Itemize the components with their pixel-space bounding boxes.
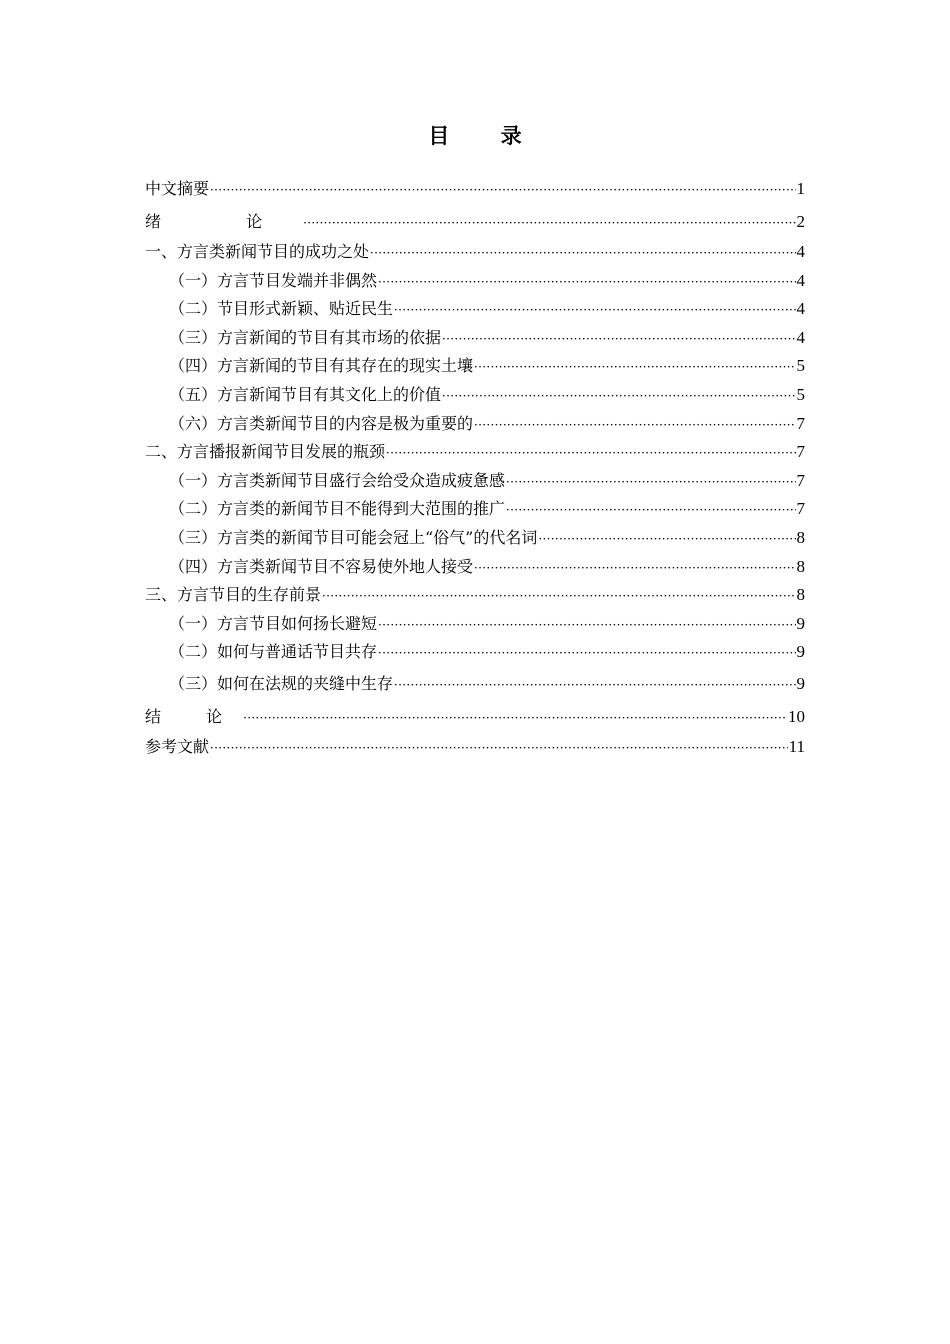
toc-entry-label: （三）方言新闻的节目有其市场的依据 <box>169 327 442 347</box>
table-of-contents <box>145 172 805 762</box>
toc-entry-label: （一）方言节目发端并非偶然 <box>169 270 378 290</box>
toc-page-number: 7 <box>796 442 805 462</box>
toc-entry-label: 绪 论 <box>145 212 303 231</box>
toc-entry-7[interactable] <box>145 352 805 381</box>
toc-entry-4[interactable] <box>145 267 805 296</box>
toc-entry-20[interactable] <box>145 733 805 762</box>
toc-page-number: 4 <box>796 327 805 347</box>
toc-entry-18[interactable] <box>145 667 805 700</box>
toc-page-number: 8 <box>796 527 805 547</box>
toc-entry-label: （五）方言新闻节目有其文化上的价值 <box>169 384 442 404</box>
toc-page-number: 8 <box>796 585 805 605</box>
toc-entry-label: （三）方言类的新闻节目可能会冠上“俗气”的代名词 <box>169 527 538 547</box>
toc-entry-8[interactable] <box>145 381 805 410</box>
toc-entry-13[interactable] <box>145 524 805 553</box>
toc-entry-label: （二）节目形式新颖、贴近民生 <box>169 299 394 319</box>
toc-entry-2[interactable] <box>145 205 805 238</box>
toc-entry-5[interactable] <box>145 295 805 324</box>
toc-entry-label: （一）方言节目如何扬长避短 <box>169 613 378 633</box>
toc-entry-label: 三、方言节目的生存前景 <box>145 585 322 605</box>
toc-entry-11[interactable] <box>145 467 805 496</box>
toc-entry-label: （二）方言类的新闻节目不能得到大范围的推广 <box>169 499 506 519</box>
toc-leader-dots <box>442 382 795 410</box>
toc-entry-label: （六）方言类新闻节目的内容是极为重要的 <box>169 413 474 433</box>
toc-leader-dots <box>474 411 795 439</box>
toc-page-number: 9 <box>796 613 805 633</box>
toc-entry-label: 参考文献 <box>145 736 210 756</box>
toc-leader-dots <box>303 207 795 238</box>
toc-leader-dots <box>378 268 795 296</box>
toc-entry-12[interactable] <box>145 495 805 524</box>
toc-page-number: 8 <box>796 556 805 576</box>
toc-entry-label: （三）如何在法规的夹缝中生存 <box>169 673 394 693</box>
toc-leader-dots <box>386 439 795 467</box>
toc-leader-dots <box>378 639 795 667</box>
toc-leader-dots <box>210 174 795 205</box>
toc-entry-label: 二、方言播报新闻节目发展的瓶颈 <box>145 442 386 462</box>
toc-page-number: 4 <box>796 242 805 261</box>
toc-entry-label: （四）方言新闻的节目有其存在的现实土壤 <box>169 356 474 376</box>
toc-entry-label: （二）如何与普通话节目共存 <box>169 642 378 662</box>
toc-entry-16[interactable] <box>145 610 805 639</box>
toc-leader-dots <box>394 669 795 700</box>
toc-leader-dots <box>322 582 795 610</box>
toc-page-number: 1 <box>796 179 805 198</box>
toc-page-number: 10 <box>788 706 805 726</box>
toc-entry-17[interactable] <box>145 638 805 667</box>
toc-leader-dots <box>378 611 795 639</box>
toc-leader-dots <box>538 525 795 553</box>
toc-entry-label: （一）方言类新闻节目盛行会给受众造成疲惫感 <box>169 470 506 490</box>
toc-page-number: 4 <box>796 270 805 290</box>
toc-page-number: 7 <box>796 470 805 490</box>
toc-leader-dots <box>210 734 788 762</box>
toc-leader-dots <box>474 554 795 582</box>
toc-page-number: 9 <box>796 673 805 693</box>
toc-page-number: 5 <box>796 384 805 404</box>
toc-leader-dots <box>474 353 795 381</box>
toc-entry-14[interactable] <box>145 553 805 582</box>
toc-entry-9[interactable] <box>145 410 805 439</box>
toc-page-number: 7 <box>796 413 805 433</box>
toc-entry-19[interactable] <box>145 700 805 733</box>
toc-page-number: 11 <box>788 736 805 756</box>
toc-leader-dots <box>506 468 795 496</box>
toc-leader-dots <box>370 239 795 267</box>
toc-entry-label: 中文摘要 <box>145 179 210 198</box>
toc-leader-dots <box>506 496 795 524</box>
toc-entry-10[interactable] <box>145 438 805 467</box>
toc-entry-15[interactable] <box>145 581 805 610</box>
toc-leader-dots <box>243 702 787 733</box>
toc-entry-3[interactable] <box>145 238 805 267</box>
toc-leader-dots <box>442 325 795 353</box>
page-title: 目 录 <box>428 123 544 148</box>
toc-page-number: 5 <box>796 356 805 376</box>
toc-page-number: 7 <box>796 499 805 519</box>
toc-entry-label: （四）方言类新闻节目不容易使外地人接受 <box>169 556 474 576</box>
toc-entry-6[interactable] <box>145 324 805 353</box>
toc-page-number: 9 <box>796 642 805 662</box>
toc-entry-label: 一、方言类新闻节目的成功之处 <box>145 242 370 261</box>
toc-entry-label: 结 论 <box>145 706 243 726</box>
toc-page-number: 4 <box>796 299 805 319</box>
toc-leader-dots <box>394 296 795 324</box>
toc-entry-1[interactable] <box>145 172 805 205</box>
toc-page-number: 2 <box>796 212 805 231</box>
